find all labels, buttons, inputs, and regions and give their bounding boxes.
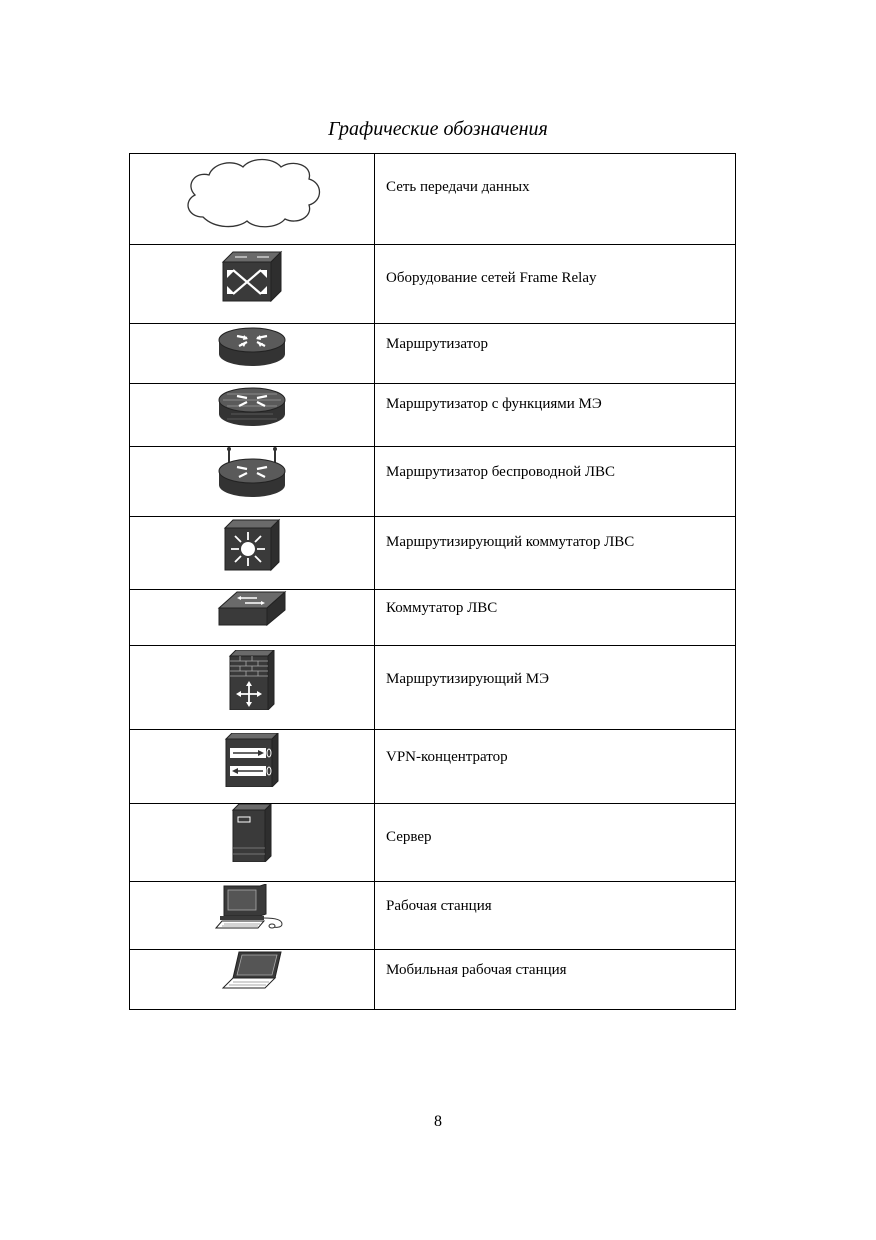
legend-label: Маршрутизирующий МЭ [375, 646, 736, 730]
legend-label: Маршрутизирующий коммутатор ЛВС [375, 517, 736, 590]
wireless-router-icon [217, 447, 287, 499]
icon-cell [130, 154, 375, 245]
icon-cell [130, 384, 375, 447]
page-title: Графические обозначения [328, 118, 548, 140]
icon-cell [130, 447, 375, 517]
frame-relay-switch-icon [221, 250, 283, 302]
icon-cell [130, 804, 375, 882]
legend-label: Сервер [375, 804, 736, 882]
icon-cell [130, 882, 375, 950]
icon-cell [130, 950, 375, 1010]
icon-cell [130, 324, 375, 384]
legend-label: Маршрутизатор с функциями МЭ [375, 384, 736, 447]
legend-label: Рабочая станция [375, 882, 736, 950]
table-row [130, 154, 736, 245]
legend-table [129, 153, 736, 1010]
table-row [130, 384, 736, 447]
legend-label: Мобильная рабочая станция [375, 950, 736, 1010]
table-row [130, 590, 736, 646]
table-row [130, 324, 736, 384]
icon-cell [130, 730, 375, 804]
legend-label: Маршрутизатор [375, 324, 736, 384]
table-row [130, 517, 736, 590]
cloud-icon [181, 155, 323, 229]
legend-label: Оборудование сетей Frame Relay [375, 245, 736, 324]
legend-label: Коммутатор ЛВС [375, 590, 736, 646]
vpn-concentrator-icon [224, 733, 280, 787]
workstation-icon [214, 884, 290, 930]
legend-label: VPN-концентратор [375, 730, 736, 804]
page-number: 8 [434, 1113, 442, 1130]
legend-label: Маршрутизатор беспроводной ЛВС [375, 447, 736, 517]
table-row [130, 804, 736, 882]
server-icon [231, 804, 273, 862]
table-row [130, 447, 736, 517]
laptop-icon [221, 950, 283, 990]
layer3-switch-icon [223, 518, 281, 572]
table-row [130, 646, 736, 730]
router-icon [217, 326, 287, 368]
firewall-router-icon [217, 386, 287, 428]
icon-cell [130, 517, 375, 590]
legend-label: Сеть передачи данных [375, 154, 736, 245]
table-row [130, 950, 736, 1010]
lan-switch-icon [217, 590, 287, 626]
table-row [130, 730, 736, 804]
icon-cell [130, 245, 375, 324]
routing-firewall-icon [228, 650, 276, 710]
table-row [130, 882, 736, 950]
icon-cell [130, 590, 375, 646]
icon-cell [130, 646, 375, 730]
table-row [130, 245, 736, 324]
